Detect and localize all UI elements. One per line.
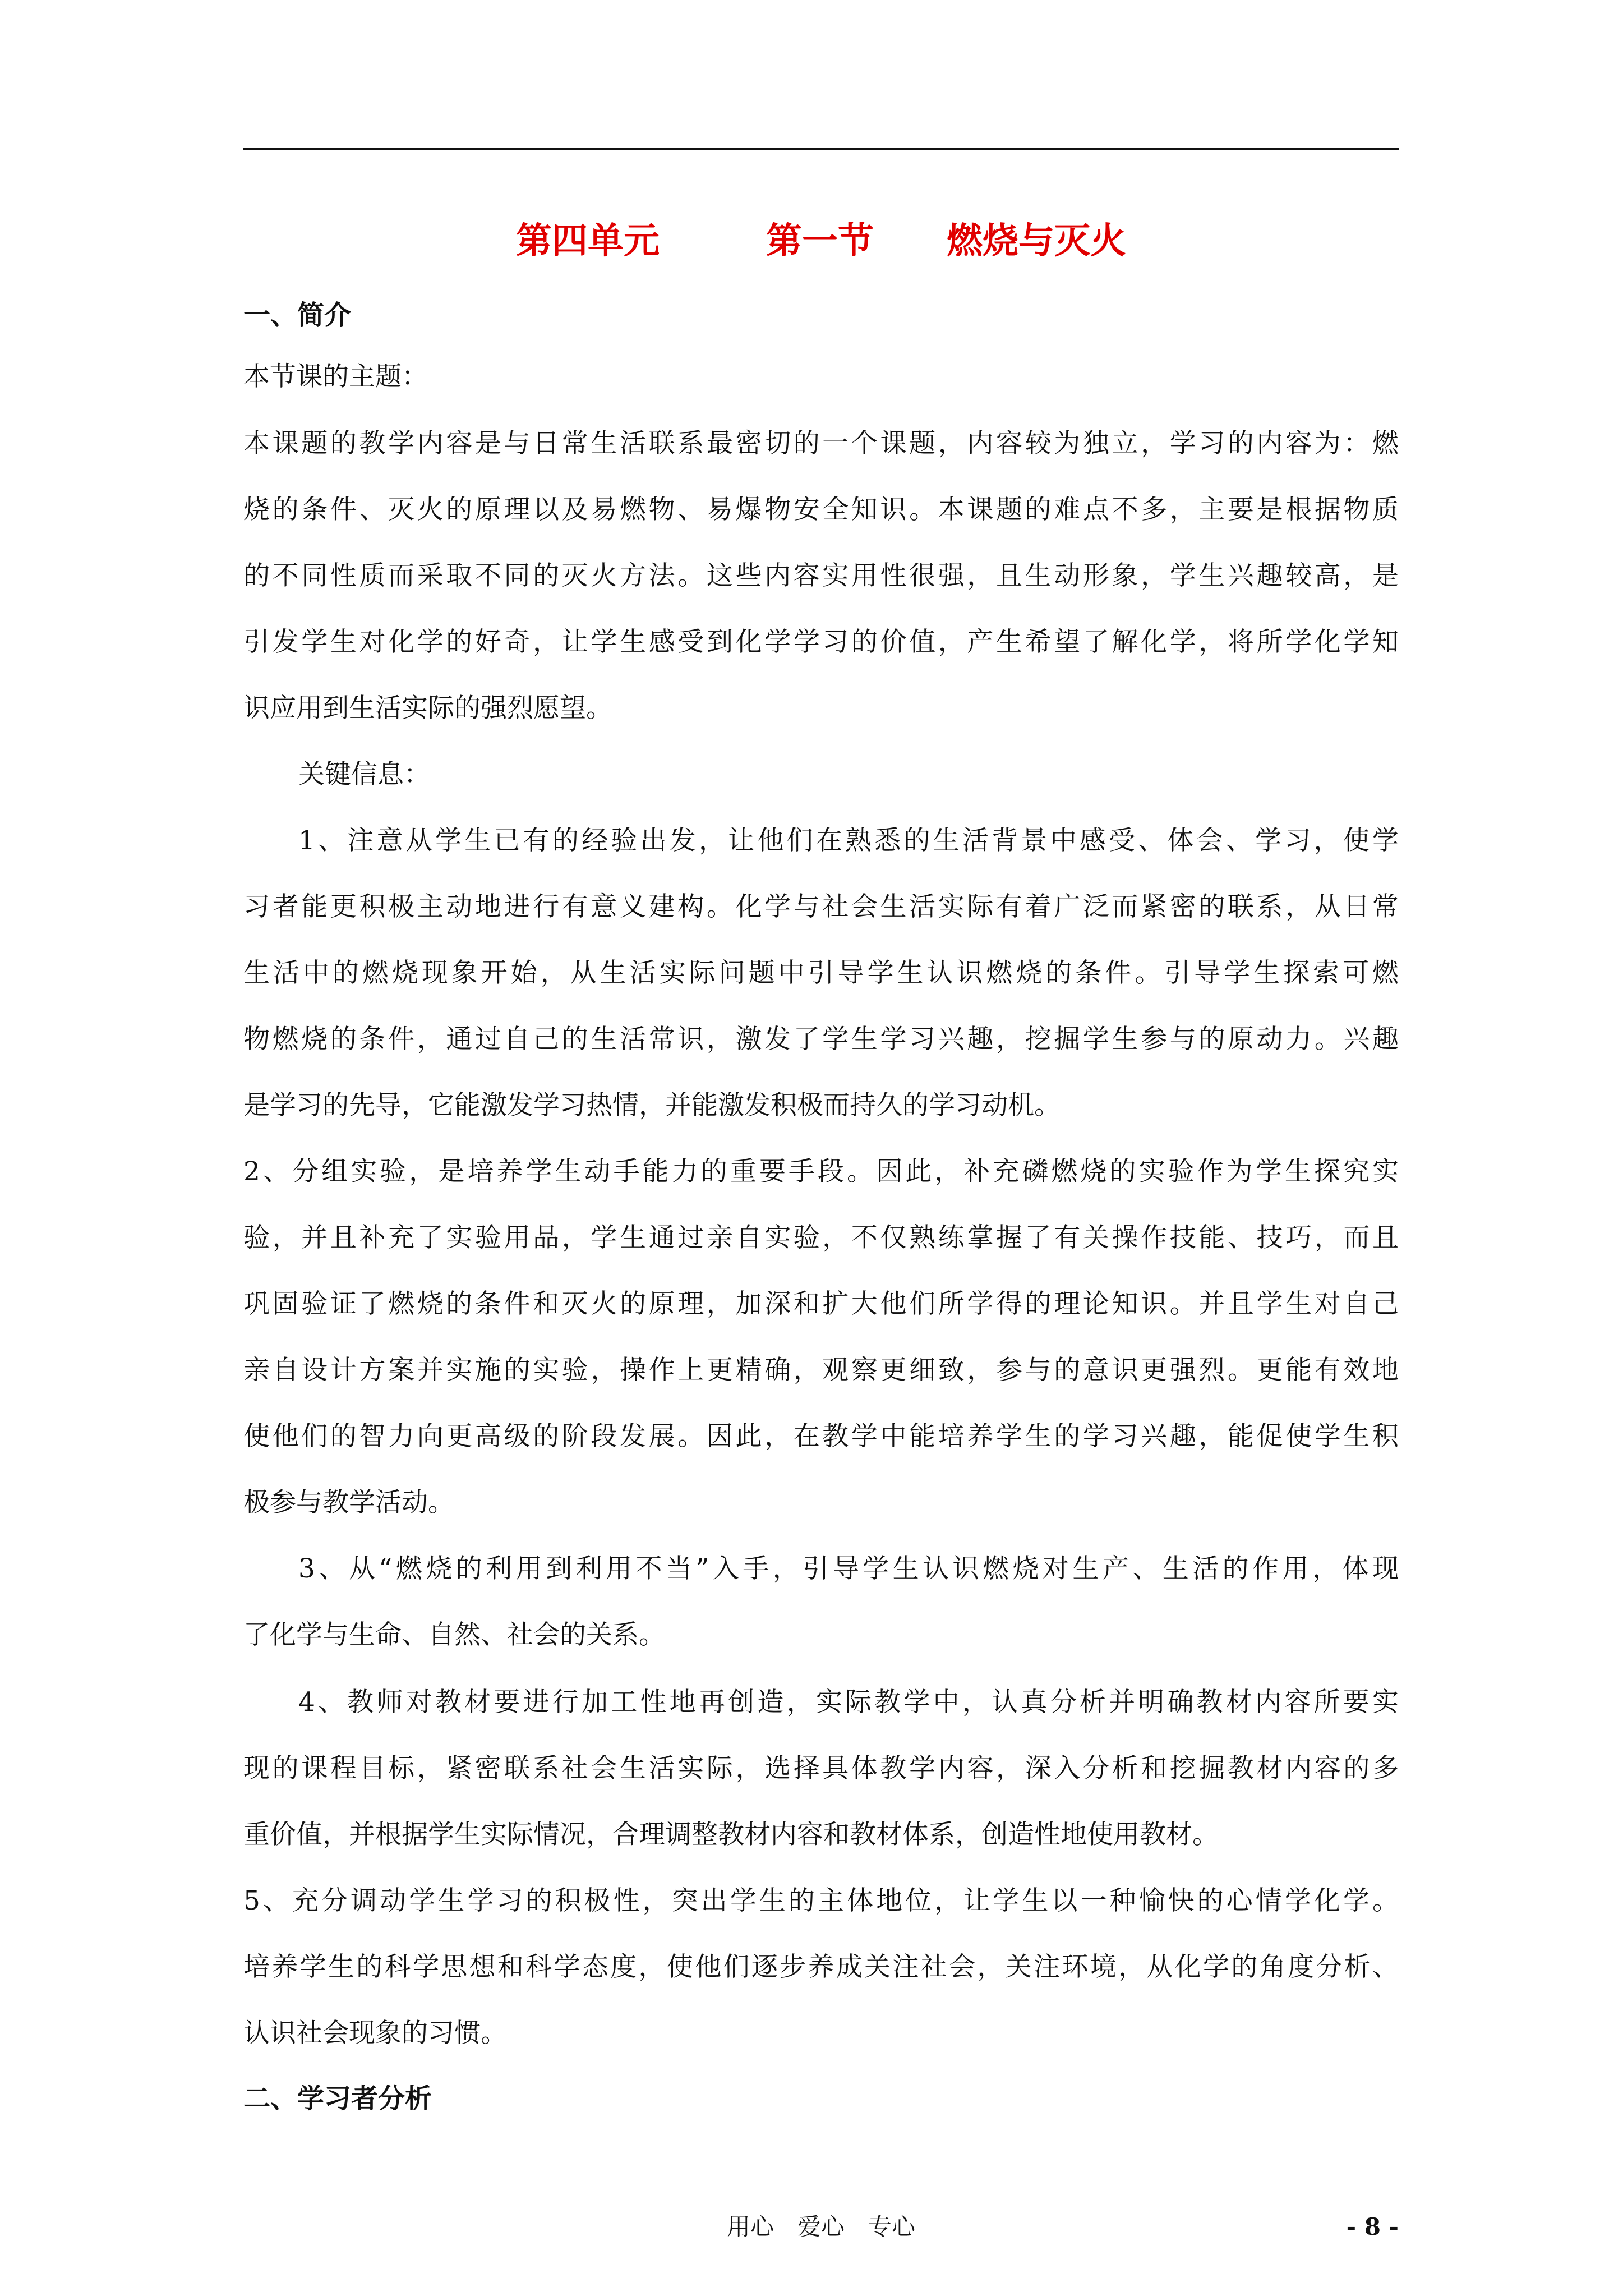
theme-label: 本节课的主题： [243, 361, 428, 392]
paragraph-line: 认识社会现象的习惯。 [243, 2018, 507, 2049]
section-heading-learner-analysis: 二、学习者分析 [243, 2083, 432, 2114]
paragraph-line: 物燃烧的条件，通过自己的生活常识，激发了学生学习兴趣，挖掘学生参与的原动力。兴趣 [243, 1024, 1399, 1055]
paragraph-line: 5、充分调动学生学习的积极性，突出学生的主体地位，让学生以一种愉快的心情学化学。 [243, 1885, 1399, 1916]
paragraph-line: 巩固验证了燃烧的条件和灭火的原理，加深和扩大他们所学得的理论知识。并且学生对自己 [243, 1289, 1399, 1319]
paragraph-line: 亲自设计方案并实施的实验，操作上更精确，观察更细致，参与的意识更强烈。更能有效地 [243, 1355, 1399, 1386]
paragraph-line: 本课题的教学内容是与日常生活联系最密切的一个课题，内容较为独立，学习的内容为：燃 [243, 428, 1399, 459]
section-heading-intro: 一、简介 [243, 300, 352, 331]
paragraph-line: 是学习的先导，它能激发学习热情，并能激发积极而持久的学习动机。 [243, 1090, 1061, 1121]
paragraph-line: 习者能更积极主动地进行有意义建构。化学与社会生活实际有着广泛而紧密的联系，从日常 [243, 891, 1399, 922]
key-info-label: 关键信息： [298, 759, 430, 790]
paragraph-line: 了化学与生命、自然、社会的关系。 [243, 1619, 665, 1650]
paragraph-line: 验，并且补充了实验用品，学生通过亲自实验，不仅熟练掌握了有关操作技能、技巧，而且 [243, 1222, 1399, 1253]
header-rule [243, 148, 1399, 150]
paragraph-line: 4、教师对教材要进行加工性地再创造，实际教学中，认真分析并明确教材内容所要实 [298, 1687, 1399, 1718]
paragraph-line: 识应用到生活实际的强烈愿望。 [243, 693, 612, 724]
paragraph-line: 生活中的燃烧现象开始，从生活实际问题中引导学生认识燃烧的条件。引导学生探索可燃 [243, 958, 1399, 988]
page-number: - 8 - [1346, 2213, 1399, 2240]
footer-motto: 用心 爱心 专心 [726, 2213, 915, 2240]
title-topic: 燃烧与灭火 [947, 220, 1126, 262]
title-unit: 第四单元 [516, 220, 660, 262]
paragraph-line: 烧的条件、灭火的原理以及易燃物、易爆物安全知识。本课题的难点不多，主要是根据物质 [243, 494, 1399, 525]
paragraph-line: 培养学生的科学思想和科学态度，使他们逐步养成关注社会，关注环境，从化学的角度分析、 [243, 1952, 1399, 1982]
paragraph-line: 现的课程目标，紧密联系社会生活实际，选择具体教学内容，深入分析和挖掘教材内容的多 [243, 1753, 1399, 1784]
paragraph-line: 2、分组实验，是培养学生动手能力的重要手段。因此，补充磷燃烧的实验作为学生探究实 [243, 1156, 1399, 1187]
paragraph-line: 使他们的智力向更高级的阶段发展。因此，在教学中能培养学生的学习兴趣，能促使学生积 [243, 1421, 1399, 1452]
paragraph-line: 极参与教学活动。 [243, 1487, 454, 1518]
paragraph-line: 的不同性质而采取不同的灭火方法。这些内容实用性很强，且生动形象，学生兴趣较高，是 [243, 560, 1399, 591]
paragraph-line: 1、注意从学生已有的经验出发，让他们在熟悉的生活背景中感受、体会、学习，使学 [298, 825, 1399, 856]
page-title [243, 213, 1399, 269]
title-section: 第一节 [766, 220, 874, 262]
paragraph-line: 重价值，并根据学生实际情况，合理调整教材内容和教材体系，创造性地使用教材。 [243, 1819, 1219, 1850]
paragraph-line: 3、从“燃烧的利用到利用不当”入手，引导学生认识燃烧对生产、生活的作用，体现 [298, 1553, 1399, 1584]
paragraph-line: 引发学生对化学的好奇，让学生感受到化学学习的价值，产生希望了解化学，将所学化学知 [243, 627, 1399, 657]
